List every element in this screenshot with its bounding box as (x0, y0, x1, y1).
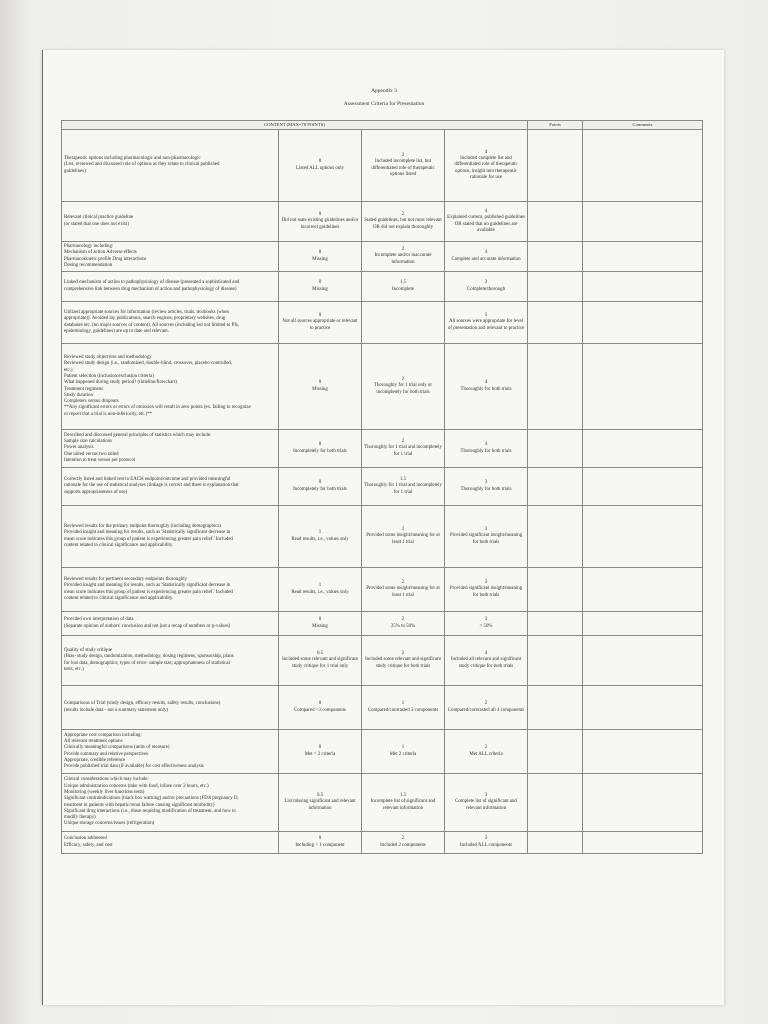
criterion-line: content related to clinical significance and applicability. (64, 542, 174, 548)
score-points: 3 (484, 480, 488, 486)
criterion-line: for lost data, demographics; types of error- sample size; appropriateness of statistical (64, 660, 230, 666)
score-points: 2 (401, 377, 405, 383)
score-level-1 (279, 832, 362, 854)
score-description: Included incomplete list, but differentiated role of therapeutic options listed (371, 159, 435, 177)
comments-cell[interactable] (583, 506, 703, 568)
score-points: 1.5 (399, 280, 407, 286)
score-description: Included all relevant and significant study critique for both trials (450, 657, 522, 669)
score-description: Listed ALL options only (295, 165, 345, 171)
score-description: Complete/thorough (466, 286, 506, 292)
score-description: Included some relevant and significant study critique for 1 trial only (282, 657, 358, 669)
criterion-line: Reviewed study design (i.e., randomized, double-blind, crossover, placebo controlled, (64, 361, 233, 367)
score-points: 2 (484, 745, 488, 751)
score-points: 0.5 (316, 651, 324, 657)
criterion-line: All relevant treatment options (64, 738, 123, 744)
criterion-description (62, 272, 279, 302)
table-header-row (62, 121, 703, 130)
score-description: Did not state existing guidelines and/or incorrect guidelines (281, 218, 359, 230)
score-level-3 (445, 774, 528, 832)
criterion-description (62, 344, 279, 430)
criterion-line: Significant contraindications (black box warning) and/or precautions (FDA pregnancy D, (64, 796, 239, 802)
score-description: Thoroughly for both trials (460, 486, 512, 492)
score-description: Missing (312, 256, 328, 262)
table-row (62, 468, 703, 506)
score-level-1 (279, 568, 362, 612)
points-cell[interactable] (528, 612, 583, 636)
score-level-1 (279, 344, 362, 430)
comments-cell[interactable] (583, 272, 703, 302)
criterion-line: **Any significant errors or errors of omission will result in zero points (ex. failing to recognize (64, 405, 251, 411)
header-content: CONTENT (MAX=78 POINTS) (62, 121, 528, 130)
criterion-line: mean score indicates this group of patient is experiencing greater pain relief.' Included (64, 589, 233, 595)
score-points: 2 (401, 439, 405, 445)
score-description: Incompletely for both trials (293, 448, 347, 454)
points-cell[interactable] (528, 774, 583, 832)
score-points: 3 (484, 580, 488, 586)
score-description: Missing (312, 286, 328, 292)
criterion-line: Appropriate, credible reference (64, 757, 126, 763)
points-cell[interactable] (528, 242, 583, 272)
header-comments: Comments (583, 121, 703, 130)
criterion-line: One tailed versus two tailed (64, 451, 119, 457)
criterion-line: Unique storage concerns/issues (refrigeration) (64, 821, 155, 827)
points-cell[interactable] (528, 506, 583, 568)
table-row (62, 242, 703, 272)
score-level-1 (279, 730, 362, 774)
score-points: 2 (401, 152, 405, 158)
criterion-line: Described and discussed general principles of statistics which may include: (64, 432, 212, 438)
criterion-line: Quality of study critique (64, 647, 112, 653)
score-points: 2 (401, 527, 405, 533)
criterion-line: Relevant clinical practice guideline (64, 215, 134, 221)
score-points: 1.5 (399, 793, 407, 799)
score-level-2 (362, 272, 445, 302)
score-description: Read results, i.e., values only (291, 589, 349, 595)
score-points: 3 (484, 793, 488, 799)
criterion-line: Reviewed study objectives and methodology (64, 355, 152, 361)
score-level-3 (445, 612, 528, 636)
assessment-table (61, 120, 703, 854)
score-points: 2 (401, 580, 405, 586)
score-description: Compared/contrasted all 4 components (447, 707, 525, 713)
criterion-line: Efficacy, safety, and cost (64, 842, 113, 848)
score-level-2 (362, 506, 445, 568)
points-cell[interactable] (528, 302, 583, 344)
score-points: 0 (318, 159, 322, 165)
criterion-line: Appropriate cost comparison including: (64, 732, 142, 738)
criterion-line: Reviewed results for the primary endpoint thoroughly (including demographics) (64, 523, 222, 529)
score-level-3 (445, 130, 528, 202)
score-level-1 (279, 272, 362, 302)
table-row (62, 612, 703, 636)
criterion-description (62, 832, 279, 854)
score-points: 4 (484, 149, 488, 155)
criterion-line: Sample size calculations (64, 439, 113, 445)
score-description: Complete list of significant and relevant information (455, 799, 517, 811)
criterion-line: Pharmacokinetic profile Drug interactions (64, 256, 147, 262)
criterion-line: Utilized appropriate sources for information (review articles, trials, textbooks (when (64, 309, 230, 315)
score-description: Provided significant insight/meaning for both trials (449, 586, 523, 598)
criterion-line: Treatment regimens (64, 386, 104, 392)
table-row (62, 832, 703, 854)
score-points: 0 (318, 480, 322, 486)
criterion-description (62, 612, 279, 636)
points-cell[interactable] (528, 130, 583, 202)
appendix-label: Appendix 3 (371, 88, 397, 94)
score-description: Not all sources appropriate or relevant to practice (282, 319, 358, 331)
criterion-line: supports appropriateness of use) (64, 489, 128, 495)
score-points: 2 (484, 701, 488, 707)
table-row (62, 344, 703, 430)
points-cell[interactable] (528, 344, 583, 430)
score-level-3 (445, 636, 528, 686)
table-row (62, 302, 703, 344)
criterion-line: Conclusion addressed (64, 836, 107, 842)
points-cell[interactable] (528, 272, 583, 302)
comments-cell[interactable] (583, 832, 703, 854)
score-level-2 (362, 430, 445, 468)
points-cell[interactable] (528, 636, 583, 686)
criterion-line: Significant drug interactions (i.e., those requiring modification of treatment, and how to (64, 808, 236, 814)
score-level-3 (445, 506, 528, 568)
score-description: Thoroughly for 1 trial only or incompletely for both trials (374, 383, 432, 395)
score-level-3 (445, 302, 528, 344)
criterion-description (62, 242, 279, 272)
criterion-description (62, 686, 279, 730)
score-level-2 (362, 686, 445, 730)
score-description: Compared <3 components (294, 707, 346, 713)
criterion-line: Provide published trial data (if available) for cost effectiveness analysis (64, 764, 204, 770)
score-level-3 (445, 430, 528, 468)
score-description: Provided significant insight/meaning for both trials (449, 533, 523, 545)
header-points: Points (528, 121, 583, 130)
criterion-description (62, 774, 279, 832)
score-level-1 (279, 774, 362, 832)
score-level-2 (362, 130, 445, 202)
score-description: Complete and accurate information (451, 256, 521, 262)
score-description: Included ALL components (459, 842, 513, 848)
score-points: 4 (484, 651, 488, 657)
criterion-line: Dosing recommendation (64, 262, 113, 268)
score-level-3 (445, 272, 528, 302)
score-level-3 (445, 468, 528, 506)
criterion-description (62, 202, 279, 242)
criterion-line: Pharmacology including: (64, 243, 114, 249)
criterion-line: content related to clinical significance and applicability. (64, 595, 174, 601)
criterion-line: tests, etc.) (64, 666, 84, 672)
score-description: 25% to 50% (390, 623, 416, 629)
criterion-line: Reviewed results for pertinent secondary endpoints thoroughly (64, 576, 188, 582)
score-points: 3 (484, 527, 488, 533)
score-description: Met 2 criteria (389, 751, 417, 757)
table-row (62, 730, 703, 774)
score-level-1 (279, 636, 362, 686)
score-points: 2 (401, 247, 405, 253)
score-description: Provided some insight/meaning for at least 1 trial (366, 533, 440, 545)
criterion-line: mean score indicates this group of patient is experiencing greater pain relief.' Included (64, 536, 233, 542)
table-row (62, 506, 703, 568)
points-cell[interactable] (528, 730, 583, 774)
score-description: Read results, i.e., values only (291, 536, 349, 542)
score-level-3 (445, 202, 528, 242)
score-description: Explained current, published guidelines OR stated that no guidelines are available (447, 215, 525, 233)
comments-cell[interactable] (583, 774, 703, 832)
criterion-line: (or stated that one does not exist) (64, 221, 129, 227)
score-points: 0 (318, 313, 322, 319)
score-description: All sources were appropriate for level of presentation and relevant to practice (447, 319, 525, 331)
criterion-line: Monitoring (weekly liver functions tests) (64, 789, 145, 795)
criterion-description (62, 302, 279, 344)
score-description: Thoroughly for 1 trial and incompletely for 1 trial (364, 483, 442, 495)
criterion-line: Provide summary and relative perspectives (64, 751, 149, 757)
criterion-line: comprehensive link between drug mechanism of action and pathophysiology of disease) (64, 286, 237, 292)
score-level-2 (362, 468, 445, 506)
score-description: Including < 1 component (295, 842, 345, 848)
score-points: 0 (318, 280, 322, 286)
score-level-1 (279, 242, 362, 272)
score-description: Thoroughly for 1 trial and incompletely for 1 trial (364, 445, 442, 457)
score-points: 0 (318, 617, 322, 623)
score-level-3 (445, 686, 528, 730)
score-points: 1 (318, 583, 322, 589)
comments-cell[interactable] (583, 568, 703, 612)
criterion-description (62, 636, 279, 686)
points-cell[interactable] (528, 468, 583, 506)
score-level-2 (362, 344, 445, 430)
score-level-2 (362, 832, 445, 854)
criterion-line: Completers versus dropouts (64, 399, 119, 405)
score-level-1 (279, 506, 362, 568)
score-level-3 (445, 730, 528, 774)
score-points: 1 (401, 701, 405, 707)
criterion-line: Provided insight and meaning for results, such as 'Statistically significant decrease in (64, 583, 231, 589)
score-level-1 (279, 302, 362, 344)
score-description: Included complete list and differentiated role of therapeutic options, insight into therapeutic rationale for use (454, 156, 518, 180)
criterion-line: appropriate)). Avoided lay publications, search engines, proprietary websites, drug (64, 316, 226, 322)
score-points: 1 (318, 530, 322, 536)
table-row (62, 686, 703, 730)
criterion-line: Provided own interpretation of data (64, 617, 134, 623)
score-level-3 (445, 242, 528, 272)
table-row (62, 130, 703, 202)
comments-cell[interactable] (583, 430, 703, 468)
score-points: 2 (401, 212, 405, 218)
score-description: Thoroughly for both trials (460, 448, 512, 454)
score-points: 1 (401, 745, 405, 751)
points-cell[interactable] (528, 832, 583, 854)
score-points: 3 (484, 836, 488, 842)
score-description: Incomplete (392, 286, 414, 292)
score-points: 0 (318, 442, 322, 448)
score-points: 0 (318, 380, 322, 386)
score-description: List missing significant and relevant information (284, 799, 356, 811)
score-description: Missing (312, 623, 328, 629)
criterion-line: Therapeutic options including pharmacologic and non-pharmacologic (64, 156, 201, 162)
score-points: 0 (318, 212, 322, 218)
comments-cell[interactable] (583, 130, 703, 202)
page-edge-line (42, 50, 43, 1005)
comments-cell[interactable] (583, 612, 703, 636)
table-row (62, 202, 703, 242)
criterion-line: epidemiology, guidelines) are up to date and relevant. (64, 328, 169, 334)
criterion-line: Comparisons of Trial (study design, efficacy results, safety results, conclusions) (64, 701, 221, 707)
criterion-line: etc.) (64, 367, 73, 373)
criterion-description (62, 430, 279, 468)
score-level-2 (362, 242, 445, 272)
score-description: Thoroughly for both trials (460, 386, 512, 392)
score-points: 3 (484, 313, 488, 319)
points-cell[interactable] (528, 686, 583, 730)
score-level-1 (279, 686, 362, 730)
score-level-2 (362, 568, 445, 612)
table-row (62, 430, 703, 468)
criterion-line: databases etc. (no major sources of content). All sources (including but not limited to PIs, (64, 322, 240, 328)
criteria-title: Assessment Criteria for Presentation (343, 101, 425, 107)
criterion-line: Power analysis (64, 445, 94, 451)
comments-cell[interactable] (583, 302, 703, 344)
score-points: 0 (318, 836, 322, 842)
score-points: 2 (401, 617, 405, 623)
score-description: Included 2 components (380, 842, 426, 848)
criterion-line: (Bias- study design, randomization, methodology, dosing regimens, sponsorship, plans (64, 654, 234, 660)
score-points: 0 (318, 745, 322, 751)
criterion-line: Patient selection (inclusion/exclusion criteria) (64, 373, 154, 379)
score-level-1 (279, 468, 362, 506)
criterion-description (62, 730, 279, 774)
score-points: 3 (484, 280, 488, 286)
score-points: 4 (484, 380, 488, 386)
criterion-line: Intention to treat versus per protocol (64, 457, 136, 463)
criterion-line: Study duration (64, 392, 93, 398)
score-description: > 50% (479, 623, 493, 629)
score-description: Provided some insight/meaning for at least 1 trial (366, 586, 440, 598)
criterion-description (62, 468, 279, 506)
score-points: 4 (484, 442, 488, 448)
criterion-line: Clinically meaningful comparisons (units of measure) (64, 745, 170, 751)
criterion-line: (List, reviewed and discussed role of options as they relate to clinical published (64, 162, 220, 168)
score-level-3 (445, 344, 528, 430)
score-description: Missing (312, 386, 328, 392)
score-level-1 (279, 612, 362, 636)
score-description: Met < 2 criteria (304, 751, 336, 757)
criterion-description (62, 506, 279, 568)
criterion-line: Linked mechanism of action to pathophysiology of disease (presented a sophisticated and (64, 280, 240, 286)
criterion-line: treatment in patients with hepatic/renal failure causing significant morbidity) (64, 802, 215, 808)
criterion-line: guidelines) (64, 168, 86, 174)
criterion-line: Mechanism of action Adverse effects (64, 250, 137, 256)
points-cell[interactable] (528, 430, 583, 468)
table-row (62, 774, 703, 832)
criterion-description (62, 568, 279, 612)
score-description: Incomplete list of significant and relevant information (370, 799, 436, 811)
criterion-line: Correctly listed and linked test to EACH endpoint/outcome and provided meaningful (64, 477, 231, 483)
score-points: 4 (484, 250, 488, 256)
points-cell[interactable] (528, 202, 583, 242)
score-points: 0 (318, 701, 322, 707)
comments-cell[interactable] (583, 730, 703, 774)
score-description: Met ALL criteria (469, 751, 503, 757)
score-description: Incompletely for both trials (293, 486, 347, 492)
table-row (62, 568, 703, 612)
criterion-line: modify therapy) (64, 815, 96, 821)
score-level-2 (362, 612, 445, 636)
score-description: Stated guidelines, but not most relevant OR did not explain thoroughly (364, 218, 442, 230)
score-level-1 (279, 202, 362, 242)
criterion-line: or report that a trial is non-inferiority, etc.)** (64, 411, 153, 417)
score-points: 0.5 (316, 793, 324, 799)
score-level-2 (362, 202, 445, 242)
criterion-line: (results include data - not a summary statement only) (64, 707, 169, 713)
criterion-line: What happened during study period? (timeline/flowchart) (64, 380, 177, 386)
table-row (62, 636, 703, 686)
score-description: Incomplete and/or inaccurate information (374, 253, 432, 265)
score-level-2 (362, 636, 445, 686)
comments-cell[interactable] (583, 202, 703, 242)
comments-cell[interactable] (583, 344, 703, 430)
comments-cell[interactable] (583, 468, 703, 506)
score-level-2 (362, 730, 445, 774)
comments-cell[interactable] (583, 636, 703, 686)
score-points: 3 (484, 617, 488, 623)
criterion-line: (Separate opinion of authors' conclusion and not just a recap of numbers or p-values) (64, 623, 231, 629)
table-row (62, 272, 703, 302)
criterion-line: rationale for the use of statistical analyses (linkage is correct and there is explanation that (64, 483, 239, 489)
score-level-3 (445, 832, 528, 854)
score-level-1 (279, 430, 362, 468)
score-points: 4 (484, 208, 488, 214)
score-description: Included some relevant and significant study critique for both trials (365, 657, 441, 669)
score-level-2 (362, 302, 445, 344)
comments-cell[interactable] (583, 242, 703, 272)
criterion-description (62, 130, 279, 202)
points-cell[interactable] (528, 568, 583, 612)
score-level-1 (279, 130, 362, 202)
score-level-2 (362, 774, 445, 832)
score-level-3 (445, 568, 528, 612)
score-points: 2 (401, 651, 405, 657)
score-points: 1.5 (399, 477, 407, 483)
comments-cell[interactable] (583, 686, 703, 730)
score-points: 0 (318, 250, 322, 256)
criterion-line: Unique administration concerns (take with food, infuse over 2 hours, etc.) (64, 783, 209, 789)
score-points: 2 (401, 836, 405, 842)
criterion-line: Clinical considerations which may include: (64, 777, 149, 783)
score-description: Compared/contrasted 3 components (367, 707, 439, 713)
criterion-line: Provided insight and meaning for results, such as 'Statistically significant decrease in (64, 530, 231, 536)
